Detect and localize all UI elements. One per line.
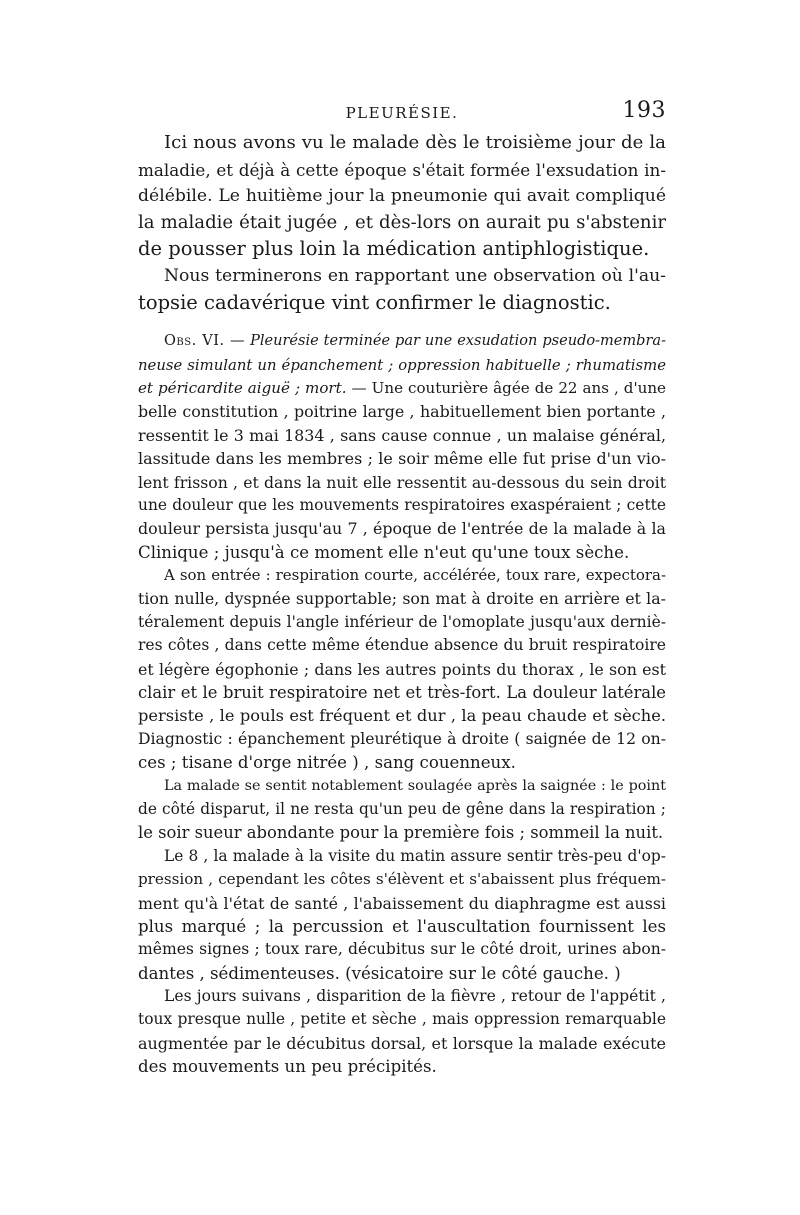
text-line: et légère égophonie ; dans les autres points du thorax , le son est [138,659,666,679]
text-line: Diagnostic : épanchement pleurétique à droite ( saignée de 12 on- [138,729,666,748]
text-line: Le 8 , la malade à la visite du matin assure sentir très-peu d'op- [164,846,666,865]
paragraph-7 [138,985,666,1079]
text-line: A son entrée : respiration courte, accélérée, toux rare, expectora- [164,566,666,585]
text-line: des mouvements un peu précipités. [138,1057,437,1077]
text-line: Ici nous avons vu le malade dès le troisième jour de la [164,132,666,153]
text-line: délébile. Le huitième jour la pneumonie qui avait compliqué [138,186,666,207]
text-line: Les jours suivans , disparition de la fièvre , retour de l'appétit , [164,987,666,1006]
text-line: ment qu'à l'état de santé , l'abaissement du diaphragme est aussi [138,893,666,913]
text-line: Nous terminerons en rapportant une observation où l'au- [164,265,666,286]
text-line: ces ; tisane d'orge nitrée ) , sang couenneux. [138,753,516,773]
paragraph-gap [138,316,666,330]
text-line: pression , cependant les côtes s'élèvent et s'abaissent plus fréquem- [138,870,666,889]
text-line: de pousser plus loin la médication antiphlogistique. [138,237,650,261]
text-line: clair et le bruit respiratoire net et très-fort. La douleur latérale [138,683,666,703]
text-line: toux presque nulle , petite et sèche , mais oppression remarquable [138,1010,666,1029]
text-line: téralement depuis l'angle inférieur de l'omoplate jusqu'aux derniè- [138,612,666,631]
text-line: topsie cadavérique vint confirmer le diagnostic. [138,290,611,314]
observation-label: Obs. VI. — [164,333,246,350]
text-line: le soir sueur abondante pour la première fois ; sommeil la nuit. [138,823,664,843]
text-line: douleur persista jusqu'au 7 , époque de l'entrée de la malade à la [138,519,666,539]
paragraph-4 [138,564,666,775]
text-line: belle constitution , poitrine large , habituellement bien portante , [138,402,666,422]
text-line [138,377,666,400]
text-line: la maladie était jugée , et dès-lors on aurait pu s'abstenir [138,211,666,233]
text-line: tion nulle, dyspnée supportable; son mat à droite en arrière et la- [138,589,666,609]
observation-paragraph [138,330,666,564]
observation-heading-line [138,330,666,353]
text-line: La malade se sentit notablement soulagée après la saignée : le point [164,777,666,794]
text-line: mêmes signes ; toux rare, décubitus sur le côté droit, urines abon- [138,940,666,959]
observation-title-1: Pleurésie terminée par une exsudation pseudo-membra- [250,333,667,350]
text-line: Clinique ; jusqu'à ce moment elle n'eut qu'une toux sèche. [138,542,630,562]
text-line: lassitude dans les membres ; le soir même elle fut prise d'un vio- [138,449,666,469]
paragraph-2 [138,263,666,316]
running-head [138,98,666,124]
text-line: lent frisson , et dans la nuit elle ressentit au-dessous du sein droit [138,472,666,492]
text-line: augmentée par le décubitus dorsal, et lorsque la malade exécute [138,1033,666,1053]
text-line: de côté disparut, il ne resta qu'un peu de gêne dans la respiration ; [138,799,666,818]
page-number: 193 [622,98,666,123]
text-line: maladie, et déjà à cette époque s'était formée l'exsudation in- [138,159,666,180]
text-line: persiste , le pouls est fréquent et dur , la peau chaude et sèche. [138,706,666,726]
text-line: plus marqué ; la percussion et l'auscultation fournissent les [138,916,666,936]
body-text [138,130,666,1079]
observation-line-rest: — Une couturière âgée de 22 ans , d'une [351,378,666,397]
text-line: res côtes , dans cette même étendue absence du bruit respiratoire [138,636,666,655]
observation-title-2: neuse simulant un épanchement ; oppression habituelle ; rhumatisme [138,356,666,374]
paragraph-1 [138,130,666,263]
observation-title-3: et péricardite aiguë ; mort. [138,378,347,397]
paragraph-5 [138,775,666,845]
text-line: une douleur que les mouvements respiratoires exaspéraient ; cette [138,495,666,514]
text-line: dantes , sédimenteuses. (vésicatoire sur le côté gauche. ) [138,963,621,983]
paragraph-6 [138,845,666,985]
text-line: ressentit le 3 mai 1834 , sans cause connue , un malaise général, [138,425,666,445]
running-title: PLEURÉSIE. [345,104,459,122]
